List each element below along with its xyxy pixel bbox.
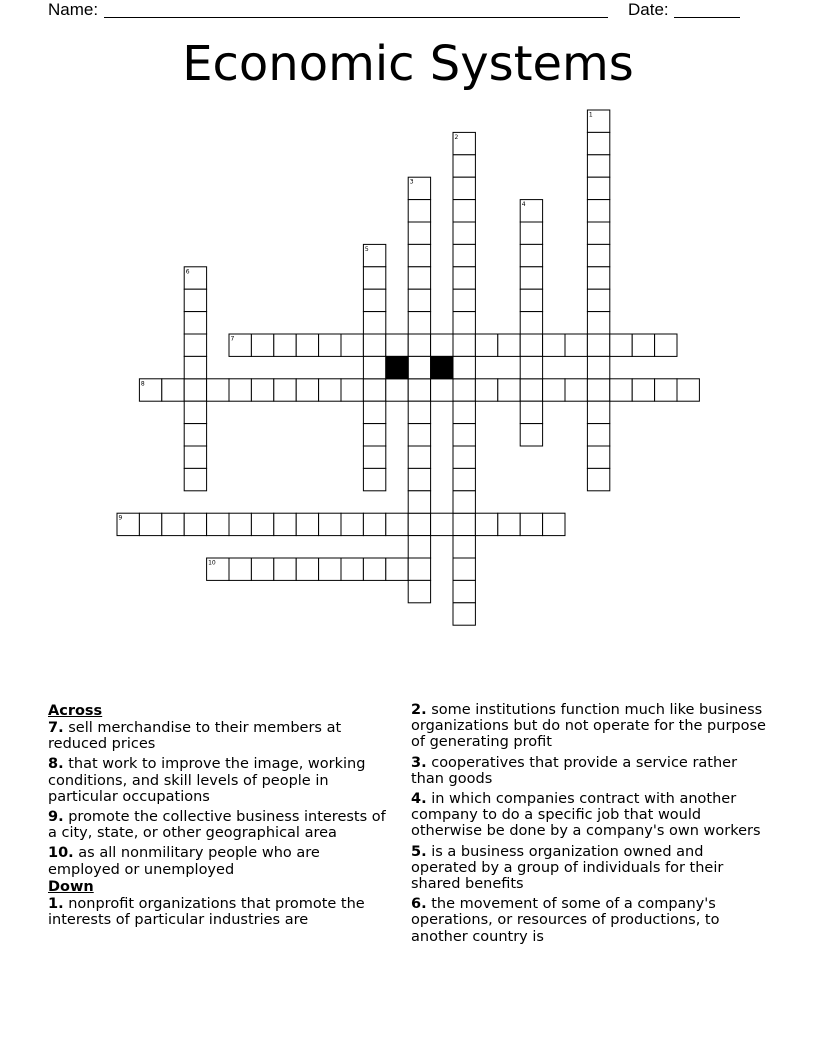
grid-cell[interactable] xyxy=(184,379,206,401)
grid-cell[interactable] xyxy=(610,334,632,356)
grid-cell[interactable] xyxy=(520,267,542,289)
grid-cell[interactable] xyxy=(498,334,520,356)
clue-text: in which companies contract with another company to do a specific job that would otherwise be done by a company's own workers xyxy=(411,791,761,840)
grid-cell[interactable] xyxy=(386,513,408,535)
grid-cell[interactable] xyxy=(453,312,475,334)
cell-number: 2 xyxy=(454,133,459,141)
across-clue xyxy=(48,756,393,805)
clue-number: 1. xyxy=(48,895,64,912)
grid-cell[interactable] xyxy=(453,446,475,468)
grid-cell[interactable] xyxy=(520,222,542,244)
grid-cell[interactable] xyxy=(453,244,475,266)
grid-cell[interactable] xyxy=(184,401,206,423)
down-clue xyxy=(411,844,773,893)
clue-column-left xyxy=(48,702,393,932)
grid-cell[interactable] xyxy=(520,312,542,334)
grid-cell[interactable] xyxy=(408,244,430,266)
grid-cell[interactable] xyxy=(341,558,363,580)
clue-text: is a business organization owned and operated by a group of individuals for their shared benefits xyxy=(411,843,724,893)
grid-cell[interactable] xyxy=(386,558,408,580)
grid-cell[interactable] xyxy=(587,424,609,446)
across-clue xyxy=(48,845,393,877)
grid-cell[interactable] xyxy=(408,312,430,334)
grid-cell[interactable] xyxy=(319,334,341,356)
grid-cell[interactable] xyxy=(184,334,206,356)
grid-cell[interactable] xyxy=(587,446,609,468)
grid-cell[interactable] xyxy=(408,446,430,468)
across-clue xyxy=(48,809,393,841)
down-clue xyxy=(411,702,773,751)
grid-cell[interactable] xyxy=(363,379,385,401)
clue-text: promote the collective business interests of a city, state, or other geographical area xyxy=(48,809,386,842)
grid-cell[interactable] xyxy=(363,558,385,580)
grid-cell[interactable] xyxy=(363,289,385,311)
grid-cell[interactable] xyxy=(229,513,251,535)
grid-cell[interactable] xyxy=(587,244,609,266)
grid-cell[interactable] xyxy=(498,513,520,535)
grid-cell[interactable] xyxy=(520,401,542,423)
grid-cell[interactable] xyxy=(408,536,430,558)
grid-cell[interactable] xyxy=(229,379,251,401)
clue-text: sell merchandise to their members at reduced prices xyxy=(48,720,342,753)
grid-cell[interactable] xyxy=(162,513,184,535)
grid-cell[interactable] xyxy=(632,334,654,356)
grid-cell[interactable] xyxy=(408,580,430,602)
grid-cell[interactable] xyxy=(677,379,699,401)
grid-cell[interactable] xyxy=(453,558,475,580)
grid-cell[interactable] xyxy=(520,334,542,356)
grid-cell[interactable] xyxy=(431,379,453,401)
grid-cell[interactable] xyxy=(184,356,206,378)
across-clue-list xyxy=(48,720,393,878)
grid-cell[interactable] xyxy=(408,356,430,378)
grid-cell[interactable] xyxy=(363,424,385,446)
grid-cell[interactable] xyxy=(341,379,363,401)
grid-cell[interactable] xyxy=(251,513,273,535)
grid-cell[interactable] xyxy=(296,513,318,535)
grid-cell[interactable] xyxy=(587,177,609,199)
grid-cell[interactable] xyxy=(184,446,206,468)
grid-cell[interactable] xyxy=(453,379,475,401)
grid-cell[interactable] xyxy=(363,513,385,535)
grid-cell[interactable] xyxy=(296,558,318,580)
clue-number: 4. xyxy=(411,791,427,808)
grid-cell[interactable] xyxy=(363,267,385,289)
grid-cell[interactable] xyxy=(453,603,475,625)
grid-cell[interactable] xyxy=(587,356,609,378)
date-label: Date: xyxy=(628,0,669,19)
grid-cell[interactable] xyxy=(408,379,430,401)
grid-cell[interactable] xyxy=(520,356,542,378)
grid-cell[interactable] xyxy=(274,558,296,580)
grid-cell[interactable] xyxy=(319,379,341,401)
grid-cell[interactable] xyxy=(341,513,363,535)
grid-cell[interactable] xyxy=(229,558,251,580)
clue-text: that work to improve the image, working conditions, and skill levels of people in particular occupations xyxy=(48,756,366,805)
grid-cell[interactable] xyxy=(632,379,654,401)
grid-cell[interactable] xyxy=(296,334,318,356)
blocked-cell xyxy=(431,356,453,378)
cell-number: 6 xyxy=(185,268,190,276)
grid-cell[interactable] xyxy=(207,379,229,401)
clue-column-right xyxy=(411,702,773,949)
grid-cell[interactable] xyxy=(587,334,609,356)
clue-text: nonprofit organizations that promote the interests of particular industries are xyxy=(48,895,365,929)
grid-cell[interactable] xyxy=(184,513,206,535)
grid-cell[interactable] xyxy=(587,132,609,154)
grid-cell[interactable] xyxy=(363,312,385,334)
grid-cell[interactable] xyxy=(408,491,430,513)
down-clue xyxy=(411,896,773,945)
grid-cell[interactable] xyxy=(453,334,475,356)
grid-cell[interactable] xyxy=(543,513,565,535)
clue-number: 9. xyxy=(48,809,64,826)
grid-cell[interactable] xyxy=(431,513,453,535)
grid-cell[interactable] xyxy=(363,446,385,468)
grid-cell[interactable] xyxy=(453,491,475,513)
down-clue xyxy=(48,896,393,928)
down-heading: Down xyxy=(48,878,94,895)
grid-cell[interactable] xyxy=(408,289,430,311)
grid-cell[interactable] xyxy=(184,289,206,311)
grid-cell[interactable] xyxy=(543,379,565,401)
grid-cell[interactable] xyxy=(565,379,587,401)
page-title: Economic Systems xyxy=(182,36,634,92)
grid-cell[interactable] xyxy=(162,379,184,401)
clue-number: 7. xyxy=(48,720,64,736)
grid-cell[interactable] xyxy=(274,379,296,401)
grid-cell[interactable] xyxy=(386,379,408,401)
grid-cell[interactable] xyxy=(610,379,632,401)
grid-cell[interactable] xyxy=(587,468,609,490)
grid-cell[interactable] xyxy=(655,379,677,401)
clue-number: 8. xyxy=(48,756,64,773)
cell-number: 7 xyxy=(230,335,235,343)
across-heading: Across xyxy=(48,703,103,719)
grid-cell[interactable] xyxy=(587,200,609,222)
cell-number: 8 xyxy=(140,380,145,388)
grid-cell[interactable] xyxy=(587,222,609,244)
grid-cell[interactable] xyxy=(587,155,609,177)
grid-cell[interactable] xyxy=(453,401,475,423)
grid-cell[interactable] xyxy=(386,334,408,356)
grid-cell[interactable] xyxy=(520,289,542,311)
grid-cell[interactable] xyxy=(475,334,497,356)
grid-cell[interactable] xyxy=(207,513,229,535)
clue-number: 2. xyxy=(411,702,427,718)
grid-cell[interactable] xyxy=(408,513,430,535)
cell-number: 5 xyxy=(364,245,369,253)
grid-cell[interactable] xyxy=(363,468,385,490)
grid-cell[interactable] xyxy=(453,155,475,177)
clue-text: cooperatives that provide a service rather than goods xyxy=(411,754,738,787)
grid-cell[interactable] xyxy=(341,334,363,356)
cell-number: 4 xyxy=(521,201,526,209)
clue-number: 5. xyxy=(411,843,427,860)
grid-cell[interactable] xyxy=(453,468,475,490)
blocked-cell xyxy=(386,356,408,378)
grid-cell[interactable] xyxy=(274,334,296,356)
grid-cell[interactable] xyxy=(408,401,430,423)
grid-cell[interactable] xyxy=(475,513,497,535)
grid-cell[interactable] xyxy=(453,513,475,535)
clue-number: 10. xyxy=(48,845,74,862)
cell-number: 3 xyxy=(409,178,414,186)
grid-cell[interactable] xyxy=(408,334,430,356)
grid-cell[interactable] xyxy=(520,244,542,266)
down-clue xyxy=(411,791,773,840)
grid-cell[interactable] xyxy=(139,513,161,535)
grid-cell[interactable] xyxy=(453,267,475,289)
grid-cell[interactable] xyxy=(655,334,677,356)
grid-cell[interactable] xyxy=(475,379,497,401)
grid-cell[interactable] xyxy=(431,334,453,356)
grid-cell[interactable] xyxy=(565,334,587,356)
grid-cell[interactable] xyxy=(408,267,430,289)
grid-cell[interactable] xyxy=(363,401,385,423)
across-clue xyxy=(48,720,393,752)
grid-cell[interactable] xyxy=(184,424,206,446)
grid-cell[interactable] xyxy=(408,222,430,244)
grid-cell[interactable] xyxy=(184,312,206,334)
grid-cell[interactable] xyxy=(453,424,475,446)
clue-text: the movement of some of a company's operations, or resources of productions, to another country is xyxy=(411,896,720,945)
grid-cell[interactable] xyxy=(251,558,273,580)
grid-cell[interactable] xyxy=(587,379,609,401)
grid-cell[interactable] xyxy=(520,424,542,446)
grid-cell[interactable] xyxy=(453,356,475,378)
clue-text: as all nonmilitary people who are employed or unemployed xyxy=(48,845,320,878)
grid-cell[interactable] xyxy=(363,356,385,378)
grid-cell[interactable] xyxy=(408,424,430,446)
grid-cell[interactable] xyxy=(408,558,430,580)
grid-cell[interactable] xyxy=(251,379,273,401)
grid-cell[interactable] xyxy=(296,379,318,401)
cell-number: 10 xyxy=(208,559,216,567)
grid-cell[interactable] xyxy=(274,513,296,535)
grid-cell[interactable] xyxy=(453,200,475,222)
name-label: Name: xyxy=(48,0,99,19)
clue-number: 6. xyxy=(411,896,427,913)
grid-cell[interactable] xyxy=(453,536,475,558)
grid-cell[interactable] xyxy=(408,200,430,222)
grid-cell[interactable] xyxy=(251,334,273,356)
grid-cell[interactable] xyxy=(184,468,206,490)
clue-text: some institutions function much like business organizations but do not operate for the purpose of generating profit xyxy=(411,702,766,751)
grid-cell[interactable] xyxy=(587,312,609,334)
clue-number: 3. xyxy=(411,754,427,771)
grid-cell[interactable] xyxy=(319,558,341,580)
grid-cell[interactable] xyxy=(453,222,475,244)
grid-cell[interactable] xyxy=(319,513,341,535)
grid-cell[interactable] xyxy=(453,289,475,311)
grid-cell[interactable] xyxy=(363,334,385,356)
grid-cell[interactable] xyxy=(543,334,565,356)
grid-cell[interactable] xyxy=(520,379,542,401)
cell-number: 9 xyxy=(118,514,123,522)
cell-number: 1 xyxy=(588,111,593,119)
grid-cell[interactable] xyxy=(587,267,609,289)
grid-cell[interactable] xyxy=(587,401,609,423)
grid-cell[interactable] xyxy=(408,468,430,490)
grid-cell[interactable] xyxy=(453,177,475,199)
grid-cell[interactable] xyxy=(498,379,520,401)
down-clue xyxy=(411,755,773,787)
grid-cell[interactable] xyxy=(520,513,542,535)
grid-cell[interactable] xyxy=(587,289,609,311)
grid-cell[interactable] xyxy=(453,580,475,602)
